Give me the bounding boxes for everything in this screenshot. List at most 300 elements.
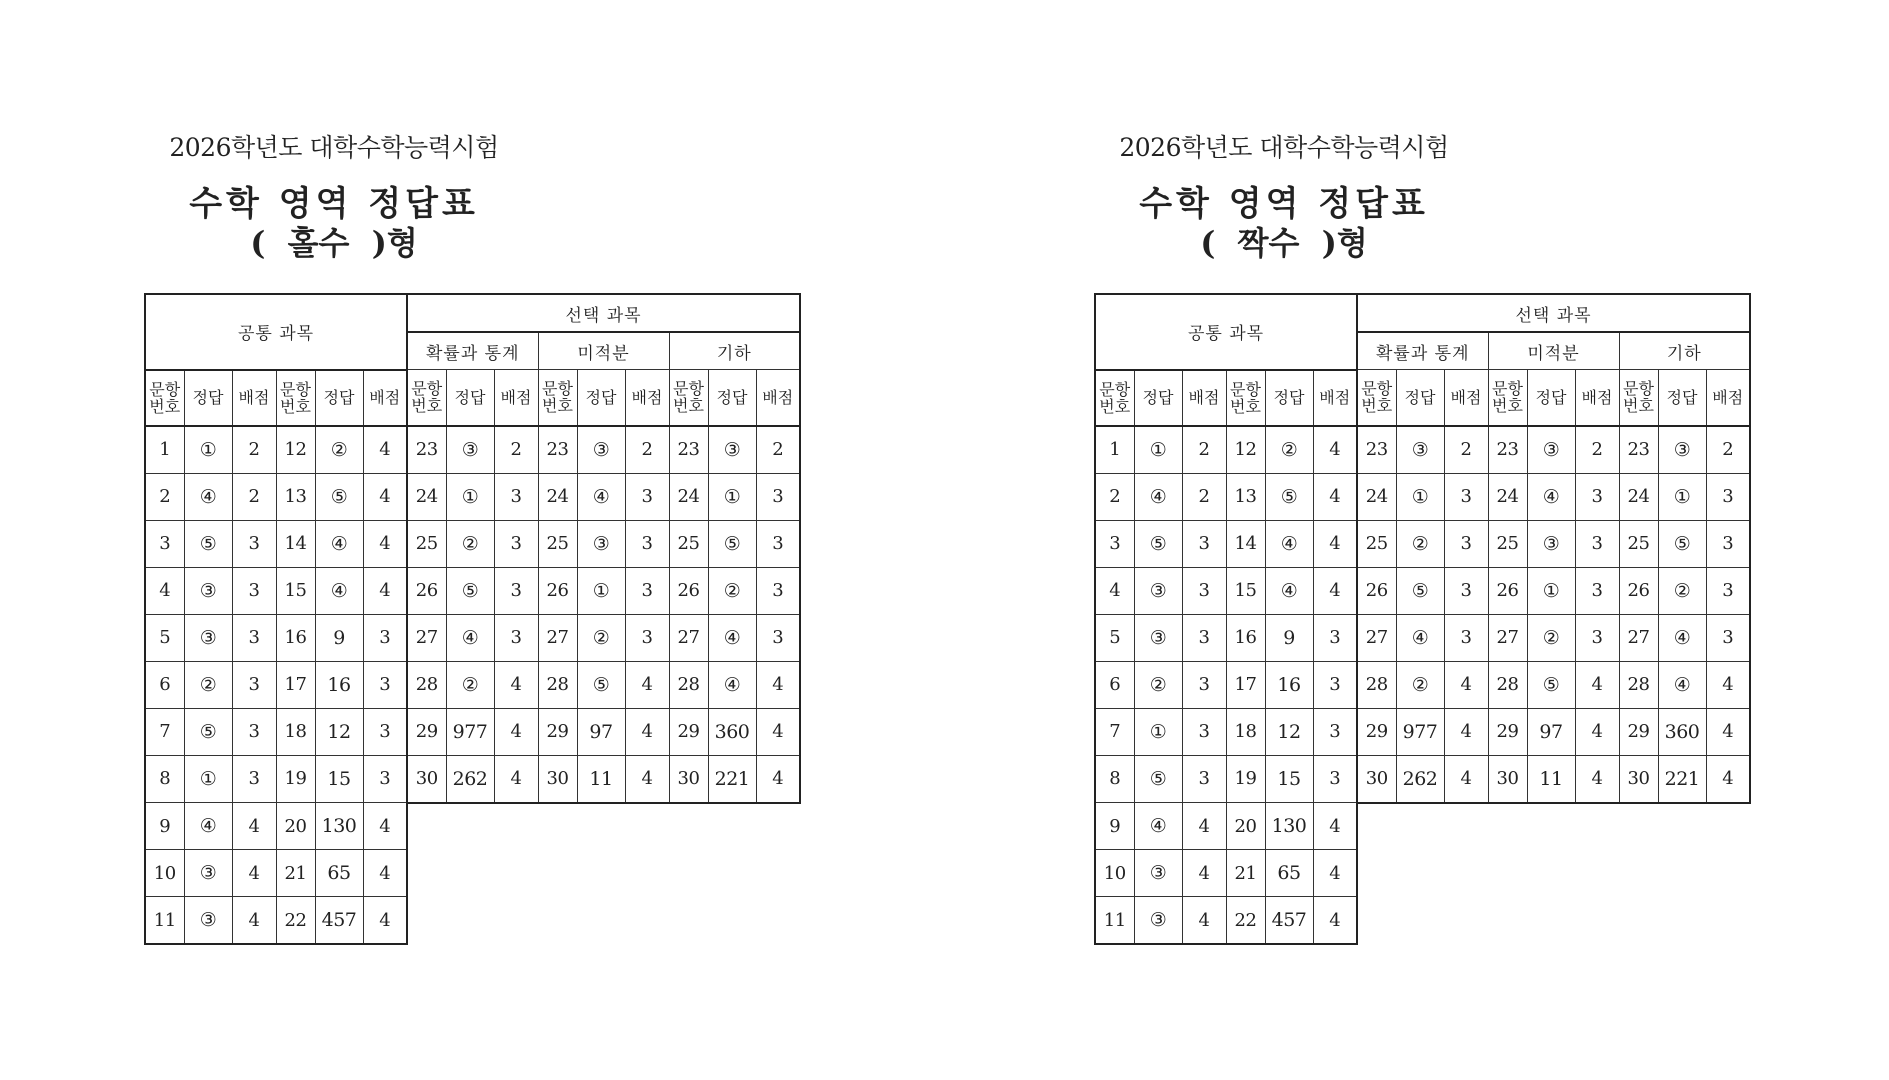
elective-answer-cell: ②: [1658, 567, 1706, 614]
elective-points-cell: 4: [625, 661, 669, 708]
elective-question-number-cell: 26: [538, 567, 577, 614]
elective-points-cell: 4: [494, 708, 538, 755]
common-question-number-cell: 2: [1095, 473, 1134, 520]
answer-table: [144, 293, 801, 945]
elective-question-number-cell: 26: [669, 567, 708, 614]
elective-question-number-cell: 23: [1488, 426, 1527, 474]
common-answer-cell: ⑤: [315, 473, 363, 520]
common-points-cell: 3: [1182, 567, 1226, 614]
elective-question-number-cell: 25: [1488, 520, 1527, 567]
answer-header: 정답: [315, 370, 363, 426]
table-row: [145, 708, 800, 755]
common-answer-cell: 12: [1265, 708, 1313, 755]
elective-points-cell: 3: [494, 614, 538, 661]
elective-answer-cell: ①: [1396, 473, 1444, 520]
common-subject-header: 공통 과목: [1095, 294, 1357, 370]
elective-answer-cell: ⑤: [708, 520, 756, 567]
common-points-cell: 4: [1313, 426, 1357, 474]
elective-answer-cell: ①: [708, 473, 756, 520]
common-question-number-cell: 2: [145, 473, 184, 520]
common-question-number-cell: 14: [276, 520, 315, 567]
exam-type-label: ( 홀수 )형: [250, 224, 418, 262]
elective-question-number-cell: 27: [1488, 614, 1527, 661]
common-points-cell: 4: [1313, 520, 1357, 567]
common-answer-cell: ③: [1134, 567, 1182, 614]
elective-answer-cell: 977: [446, 708, 494, 755]
common-answer-cell: ⑤: [1134, 520, 1182, 567]
question-number-header-line2: 번호: [1492, 396, 1523, 416]
subject-header-probability-statistics: 확률과 통계: [407, 332, 538, 370]
common-question-number-cell: 3: [145, 520, 184, 567]
elective-question-number-cell: 27: [1619, 614, 1658, 661]
elective-answer-cell: 360: [1658, 708, 1706, 755]
elective-question-number-cell: 29: [669, 708, 708, 755]
question-number-header: [145, 370, 184, 426]
table-row: [145, 567, 800, 614]
elective-answer-cell: ②: [1396, 661, 1444, 708]
common-question-number-cell: 15: [1226, 567, 1265, 614]
question-number-header-line2: 번호: [280, 396, 311, 416]
elective-answer-cell: ⑤: [1527, 661, 1575, 708]
common-answer-cell: ③: [184, 850, 232, 897]
elective-answer-cell: ②: [577, 614, 625, 661]
common-answer-cell: ④: [315, 567, 363, 614]
common-question-number-cell: 7: [145, 708, 184, 755]
common-points-cell: 3: [1313, 661, 1357, 708]
subject-header-calculus: 미적분: [538, 332, 669, 370]
elective-question-number-cell: 26: [407, 567, 446, 614]
elective-points-cell: 3: [756, 473, 800, 520]
elective-question-number-cell: 27: [669, 614, 708, 661]
elective-answer-cell: ③: [1396, 426, 1444, 474]
common-answer-cell: ①: [1134, 708, 1182, 755]
answer-header: 정답: [577, 370, 625, 426]
common-points-cell: 4: [232, 803, 276, 850]
empty-area: [407, 897, 800, 945]
elective-answer-cell: ②: [1396, 520, 1444, 567]
common-points-cell: 4: [1313, 567, 1357, 614]
elective-answer-cell: ③: [577, 426, 625, 474]
common-points-cell: 4: [363, 897, 407, 945]
table-row: [145, 520, 800, 567]
common-question-number-cell: 22: [1226, 897, 1265, 945]
points-header: 배점: [1706, 370, 1750, 426]
common-answer-cell: 130: [1265, 803, 1313, 850]
elective-question-number-cell: 23: [1619, 426, 1658, 474]
common-answer-cell: ④: [1265, 567, 1313, 614]
common-points-cell: 2: [1182, 426, 1226, 474]
common-points-cell: 4: [1313, 803, 1357, 850]
common-points-cell: 4: [363, 850, 407, 897]
common-question-number-cell: 21: [276, 850, 315, 897]
elective-answer-cell: 360: [708, 708, 756, 755]
common-question-number-cell: 17: [276, 661, 315, 708]
common-answer-cell: ①: [1134, 426, 1182, 474]
common-points-cell: 4: [363, 520, 407, 567]
common-answer-cell: 9: [1265, 614, 1313, 661]
common-question-number-cell: 22: [276, 897, 315, 945]
elective-question-number-cell: 28: [1488, 661, 1527, 708]
elective-answer-cell: ④: [708, 614, 756, 661]
question-number-header-line1: 문항: [1230, 379, 1261, 399]
elective-answer-cell: ④: [1658, 661, 1706, 708]
elective-points-cell: 3: [1575, 520, 1619, 567]
table-row: [1095, 850, 1750, 897]
table-row: [145, 850, 800, 897]
common-points-cell: 3: [1313, 755, 1357, 803]
elective-points-cell: 4: [625, 755, 669, 803]
answer-sheet-odd: [144, 0, 824, 1080]
elective-question-number-cell: 26: [1488, 567, 1527, 614]
elective-question-number-cell: 30: [407, 755, 446, 803]
question-number-header: [1095, 370, 1134, 426]
common-question-number-cell: 10: [1095, 850, 1134, 897]
elective-question-number-cell: 28: [407, 661, 446, 708]
elective-question-number-cell: 28: [538, 661, 577, 708]
common-answer-cell: ②: [315, 426, 363, 474]
elective-points-cell: 3: [756, 567, 800, 614]
question-number-header-line1: 문항: [1099, 379, 1131, 399]
common-answer-cell: 457: [315, 897, 363, 945]
elective-question-number-cell: 29: [407, 708, 446, 755]
question-number-header: [538, 370, 577, 426]
points-header: 배점: [1182, 370, 1226, 426]
elective-answer-cell: ①: [446, 473, 494, 520]
table-row: [145, 614, 800, 661]
elective-answer-cell: ③: [1527, 520, 1575, 567]
common-question-number-cell: 12: [1226, 426, 1265, 474]
common-points-cell: 4: [1182, 803, 1226, 850]
common-answer-cell: ③: [184, 567, 232, 614]
elective-points-cell: 4: [756, 661, 800, 708]
common-question-number-cell: 7: [1095, 708, 1134, 755]
elective-points-cell: 3: [1444, 473, 1488, 520]
elective-question-number-cell: 30: [669, 755, 708, 803]
common-points-cell: 3: [232, 614, 276, 661]
common-points-cell: 4: [363, 803, 407, 850]
elective-question-number-cell: 29: [1619, 708, 1658, 755]
common-question-number-cell: 17: [1226, 661, 1265, 708]
common-question-number-cell: 11: [145, 897, 184, 945]
elective-answer-cell: ③: [1658, 426, 1706, 474]
answer-key-title: 수학 영역 정답표: [189, 184, 479, 224]
elective-question-number-cell: 30: [1357, 755, 1396, 803]
common-question-number-cell: 5: [1095, 614, 1134, 661]
common-question-number-cell: 8: [145, 755, 184, 803]
elective-points-cell: 3: [1706, 520, 1750, 567]
elective-question-number-cell: 30: [538, 755, 577, 803]
common-question-number-cell: 9: [1095, 803, 1134, 850]
subject-header-probability-statistics: 확률과 통계: [1357, 332, 1488, 370]
common-answer-cell: 457: [1265, 897, 1313, 945]
common-question-number-cell: 15: [276, 567, 315, 614]
question-number-header: [1488, 370, 1527, 426]
answer-header: 정답: [1134, 370, 1182, 426]
common-points-cell: 2: [232, 426, 276, 474]
elective-points-cell: 4: [1706, 708, 1750, 755]
common-question-number-cell: 19: [1226, 755, 1265, 803]
common-answer-cell: ⑤: [184, 520, 232, 567]
common-points-cell: 3: [1182, 661, 1226, 708]
question-number-header-line2: 번호: [411, 396, 443, 416]
common-answer-cell: 65: [315, 850, 363, 897]
common-points-cell: 3: [1182, 614, 1226, 661]
common-answer-cell: ⑤: [1265, 473, 1313, 520]
elective-points-cell: 2: [1706, 426, 1750, 474]
elective-points-cell: 3: [625, 520, 669, 567]
elective-question-number-cell: 30: [1619, 755, 1658, 803]
common-points-cell: 3: [232, 567, 276, 614]
elective-answer-cell: ④: [1658, 614, 1706, 661]
empty-area: [407, 803, 800, 850]
elective-question-number-cell: 27: [407, 614, 446, 661]
question-number-header-line2: 번호: [1623, 396, 1654, 416]
exam-title: 2026학년도 대학수학능력시험: [169, 133, 499, 162]
elective-question-number-cell: 26: [1357, 567, 1396, 614]
common-answer-cell: 130: [315, 803, 363, 850]
elective-answer-cell: ④: [708, 661, 756, 708]
question-number-header-line2: 번호: [149, 396, 181, 416]
exam-type-label: ( 짝수 )형: [1200, 224, 1368, 262]
table-row: [1095, 755, 1750, 803]
subject-header-geometry: 기하: [669, 332, 800, 370]
common-question-number-cell: 9: [145, 803, 184, 850]
elective-answer-cell: ④: [446, 614, 494, 661]
elective-answer-cell: ⑤: [1396, 567, 1444, 614]
common-points-cell: 4: [363, 426, 407, 474]
common-question-number-cell: 4: [145, 567, 184, 614]
common-question-number-cell: 19: [276, 755, 315, 803]
question-number-header-line2: 번호: [542, 396, 573, 416]
question-number-header-line1: 문항: [1361, 379, 1393, 399]
elective-points-cell: 3: [1575, 567, 1619, 614]
elective-question-number-cell: 28: [669, 661, 708, 708]
table-row: [145, 661, 800, 708]
elective-answer-cell: ⑤: [1658, 520, 1706, 567]
elective-points-cell: 4: [1575, 708, 1619, 755]
elective-question-number-cell: 24: [1357, 473, 1396, 520]
elective-points-cell: 4: [625, 708, 669, 755]
table-row: [1095, 426, 1750, 474]
common-points-cell: 3: [1313, 708, 1357, 755]
common-question-number-cell: 18: [1226, 708, 1265, 755]
elective-answer-cell: ③: [1527, 426, 1575, 474]
elective-points-cell: 3: [1444, 520, 1488, 567]
common-answer-cell: ①: [184, 426, 232, 474]
common-question-number-cell: 18: [276, 708, 315, 755]
elective-points-cell: 4: [1444, 708, 1488, 755]
elective-points-cell: 4: [1444, 661, 1488, 708]
common-answer-cell: ④: [315, 520, 363, 567]
common-question-number-cell: 11: [1095, 897, 1134, 945]
elective-question-number-cell: 24: [407, 473, 446, 520]
elective-points-cell: 3: [1444, 567, 1488, 614]
question-number-header-line1: 문항: [542, 379, 573, 399]
elective-points-cell: 3: [625, 567, 669, 614]
question-number-header: [669, 370, 708, 426]
empty-area: [1357, 850, 1750, 897]
elective-points-cell: 3: [1444, 614, 1488, 661]
common-question-number-cell: 16: [276, 614, 315, 661]
common-question-number-cell: 20: [276, 803, 315, 850]
elective-question-number-cell: 26: [1619, 567, 1658, 614]
elective-question-number-cell: 24: [669, 473, 708, 520]
elective-answer-cell: 221: [708, 755, 756, 803]
common-points-cell: 3: [232, 520, 276, 567]
elective-answer-cell: 221: [1658, 755, 1706, 803]
common-answer-cell: ③: [184, 897, 232, 945]
common-points-cell: 4: [1313, 897, 1357, 945]
common-points-cell: 4: [363, 567, 407, 614]
elective-points-cell: 3: [494, 567, 538, 614]
table-row: [145, 426, 800, 474]
answer-key-title: 수학 영역 정답표: [1139, 184, 1429, 224]
elective-answer-cell: ⑤: [446, 567, 494, 614]
common-question-number-cell: 3: [1095, 520, 1134, 567]
common-points-cell: 4: [1182, 897, 1226, 945]
elective-answer-cell: ③: [708, 426, 756, 474]
answer-header: 정답: [184, 370, 232, 426]
elective-points-cell: 3: [494, 473, 538, 520]
table-row: [145, 897, 800, 945]
common-answer-cell: 9: [315, 614, 363, 661]
common-points-cell: 4: [1313, 473, 1357, 520]
elective-points-cell: 2: [625, 426, 669, 474]
common-answer-cell: ④: [1134, 473, 1182, 520]
points-header: 배점: [232, 370, 276, 426]
common-answer-cell: ③: [1134, 897, 1182, 945]
elective-points-cell: 3: [1575, 614, 1619, 661]
elective-answer-cell: 97: [577, 708, 625, 755]
elective-question-number-cell: 23: [538, 426, 577, 474]
elective-points-cell: 3: [625, 473, 669, 520]
answer-header: 정답: [1658, 370, 1706, 426]
common-answer-cell: 12: [315, 708, 363, 755]
elective-subject-header: 선택 과목: [1357, 294, 1750, 332]
answer-header: 정답: [708, 370, 756, 426]
elective-question-number-cell: 28: [1357, 661, 1396, 708]
elective-points-cell: 3: [494, 520, 538, 567]
common-points-cell: 3: [363, 661, 407, 708]
elective-points-cell: 3: [1706, 614, 1750, 661]
common-question-number-cell: 20: [1226, 803, 1265, 850]
common-points-cell: 3: [363, 614, 407, 661]
table-row: [1095, 708, 1750, 755]
elective-answer-cell: ①: [577, 567, 625, 614]
elective-question-number-cell: 29: [1488, 708, 1527, 755]
question-number-header: [276, 370, 315, 426]
points-header: 배점: [363, 370, 407, 426]
common-question-number-cell: 1: [1095, 426, 1134, 474]
common-question-number-cell: 21: [1226, 850, 1265, 897]
common-points-cell: 4: [1182, 850, 1226, 897]
elective-question-number-cell: 24: [538, 473, 577, 520]
elective-answer-cell: ①: [1527, 567, 1575, 614]
empty-area: [407, 850, 800, 897]
common-points-cell: 3: [232, 755, 276, 803]
common-answer-cell: ④: [1265, 520, 1313, 567]
elective-answer-cell: ②: [446, 661, 494, 708]
common-question-number-cell: 16: [1226, 614, 1265, 661]
common-answer-cell: ②: [1265, 426, 1313, 474]
elective-answer-cell: ③: [446, 426, 494, 474]
common-points-cell: 2: [232, 473, 276, 520]
elective-points-cell: 4: [1706, 755, 1750, 803]
common-points-cell: 3: [1182, 755, 1226, 803]
elective-points-cell: 3: [756, 520, 800, 567]
points-header: 배점: [756, 370, 800, 426]
common-question-number-cell: 13: [1226, 473, 1265, 520]
common-points-cell: 4: [1313, 850, 1357, 897]
common-points-cell: 3: [232, 661, 276, 708]
table-row: [145, 803, 800, 850]
elective-question-number-cell: 27: [538, 614, 577, 661]
elective-answer-cell: ④: [1527, 473, 1575, 520]
question-number-header-line2: 번호: [1361, 396, 1393, 416]
common-question-number-cell: 6: [145, 661, 184, 708]
elective-points-cell: 3: [1706, 567, 1750, 614]
table-row: [145, 755, 800, 803]
elective-points-cell: 2: [1575, 426, 1619, 474]
elective-points-cell: 4: [1575, 755, 1619, 803]
question-number-header-line1: 문항: [149, 379, 181, 399]
empty-area: [1357, 803, 1750, 850]
elective-points-cell: 4: [494, 755, 538, 803]
common-answer-cell: 65: [1265, 850, 1313, 897]
elective-question-number-cell: 25: [1619, 520, 1658, 567]
elective-answer-cell: ④: [1396, 614, 1444, 661]
elective-answer-cell: ⑤: [577, 661, 625, 708]
elective-question-number-cell: 24: [1619, 473, 1658, 520]
common-answer-cell: ③: [1134, 614, 1182, 661]
common-question-number-cell: 8: [1095, 755, 1134, 803]
answer-header: 정답: [446, 370, 494, 426]
elective-points-cell: 4: [756, 708, 800, 755]
common-points-cell: 3: [363, 755, 407, 803]
common-answer-cell: ④: [1134, 803, 1182, 850]
elective-answer-cell: 977: [1396, 708, 1444, 755]
question-number-header-line2: 번호: [1099, 396, 1131, 416]
elective-question-number-cell: 23: [1357, 426, 1396, 474]
elective-question-number-cell: 25: [538, 520, 577, 567]
common-question-number-cell: 10: [145, 850, 184, 897]
table-row: [1095, 614, 1750, 661]
common-points-cell: 3: [232, 708, 276, 755]
question-number-header-line1: 문항: [411, 379, 443, 399]
common-answer-cell: ②: [1134, 661, 1182, 708]
common-answer-cell: 15: [315, 755, 363, 803]
common-points-cell: 4: [232, 897, 276, 945]
subject-header-calculus: 미적분: [1488, 332, 1619, 370]
elective-points-cell: 4: [756, 755, 800, 803]
common-points-cell: 4: [232, 850, 276, 897]
elective-points-cell: 2: [1444, 426, 1488, 474]
common-answer-cell: 16: [1265, 661, 1313, 708]
table-row: [1095, 897, 1750, 945]
question-number-header-line1: 문항: [1492, 379, 1523, 399]
elective-answer-cell: ①: [1658, 473, 1706, 520]
elective-answer-cell: ④: [577, 473, 625, 520]
elective-answer-cell: 11: [577, 755, 625, 803]
common-answer-cell: ④: [184, 803, 232, 850]
common-points-cell: 4: [363, 473, 407, 520]
elective-points-cell: 2: [494, 426, 538, 474]
elective-answer-cell: ②: [708, 567, 756, 614]
common-answer-cell: ①: [184, 755, 232, 803]
question-number-header-line1: 문항: [1623, 379, 1654, 399]
common-answer-cell: ⑤: [1134, 755, 1182, 803]
subject-header-geometry: 기하: [1619, 332, 1750, 370]
